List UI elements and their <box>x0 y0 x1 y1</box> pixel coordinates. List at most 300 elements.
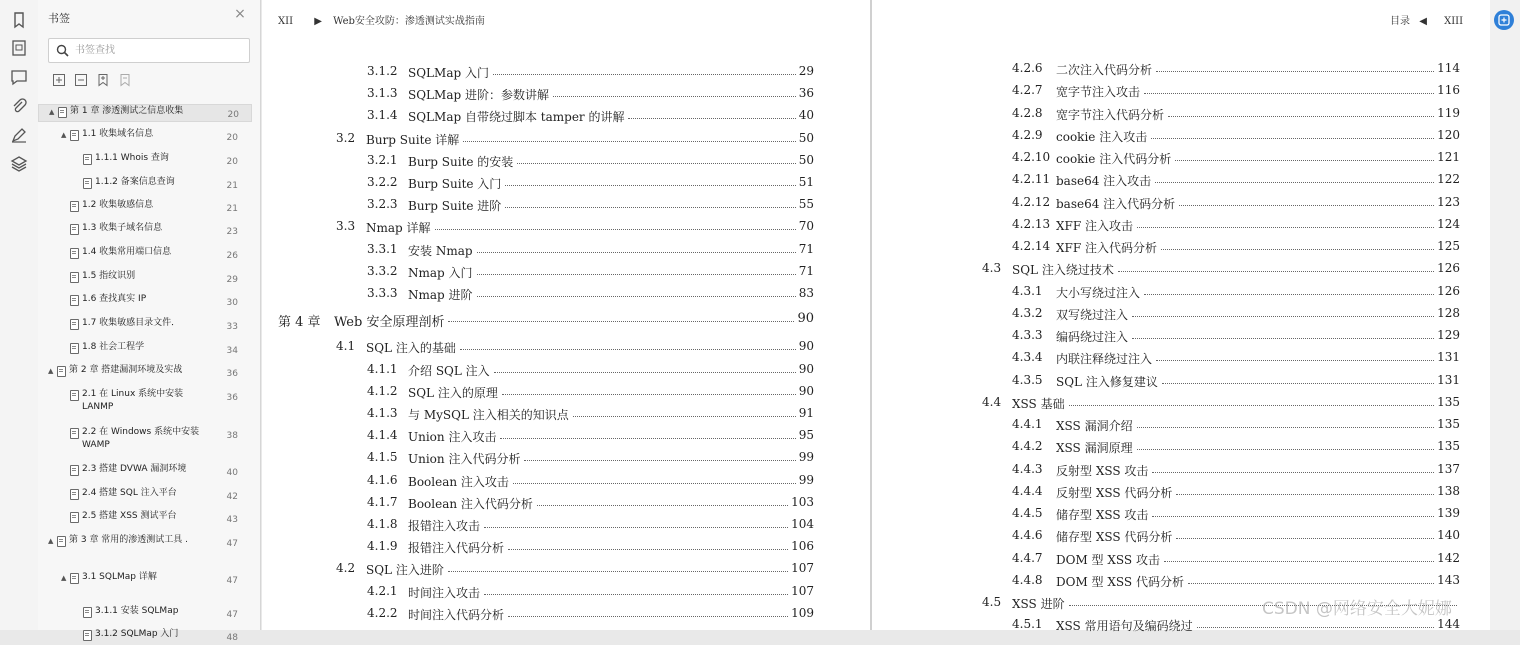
toc-entry[interactable] <box>982 395 1460 411</box>
toc-number: 4.3.2 <box>1012 305 1043 320</box>
toc-number: 4.1.5 <box>367 450 398 465</box>
bookmark-page-number: 36 <box>226 369 238 379</box>
toc-leader <box>1144 294 1434 295</box>
toc-entry[interactable] <box>367 495 814 511</box>
toc-title: Union 注入代码分析 <box>408 452 521 467</box>
toc-entry[interactable] <box>367 473 814 489</box>
toc-page: 103 <box>791 494 814 509</box>
bookmark-label: 2.1 在 Linux 系统中安装 LANMP <box>82 389 184 412</box>
toc-entry[interactable] <box>1012 239 1460 255</box>
toc-leader <box>1069 405 1434 406</box>
toc-entry[interactable] <box>982 261 1460 277</box>
toc-page: 144 <box>1437 617 1460 632</box>
toc-leader <box>628 118 796 119</box>
bookmark-label: 1.4 收集常用端口信息 <box>82 247 172 257</box>
section-label: 目录 <box>1390 16 1410 27</box>
toc-entry[interactable] <box>367 428 814 444</box>
bookmark-page-icon <box>70 512 79 523</box>
bookmark-page-icon <box>70 428 79 439</box>
attachment-icon[interactable] <box>9 96 29 116</box>
toc-entry[interactable] <box>1012 306 1460 322</box>
chevron-down-icon[interactable]: ▲ <box>49 108 55 116</box>
chevron-down-icon[interactable]: ▲ <box>61 131 67 139</box>
bookmark-page-icon <box>58 107 67 118</box>
toc-page: 90 <box>797 311 814 327</box>
toc-entry[interactable] <box>278 311 814 331</box>
panel-title: 书签 <box>48 12 70 25</box>
bookmark-item[interactable] <box>38 571 250 587</box>
toc-number: 4.1.8 <box>367 517 398 531</box>
bookmark-item[interactable] <box>38 463 250 479</box>
toc-leader <box>448 571 788 572</box>
toc-page: 107 <box>791 561 814 576</box>
toc-number: 4.2.1 <box>367 583 398 598</box>
bookmark-page-icon <box>57 536 66 547</box>
toc-title: 大小写绕过注入 <box>1056 285 1141 300</box>
toc-page: 131 <box>1437 372 1460 387</box>
toc-entry[interactable] <box>1012 439 1460 455</box>
bookmark-page-number: 43 <box>226 515 238 525</box>
toc-title: 时间注入代码分析 <box>408 607 505 622</box>
bookmark-label: 1.1.1 Whois 查询 <box>95 153 169 163</box>
toc-entry[interactable] <box>367 539 814 555</box>
bookmark-item[interactable] <box>38 199 250 215</box>
bookmark-item[interactable] <box>38 605 250 621</box>
bookmark-page-number: 20 <box>226 157 238 167</box>
toc-title: Boolean 注入代码分析 <box>408 496 533 511</box>
toc-page: 124 <box>1437 216 1460 231</box>
header-arrow-icon: ▶ <box>314 16 322 27</box>
toc-entry[interactable] <box>1012 528 1460 544</box>
left-page-header <box>278 12 485 27</box>
header-arrow-left-icon: ◀ <box>1419 16 1427 27</box>
toc-entry[interactable] <box>1012 284 1460 300</box>
toc-leader <box>1156 360 1434 361</box>
bookmark-icon[interactable] <box>9 10 29 30</box>
toc-title: Nmap 入门 <box>408 265 473 280</box>
toc-page: 129 <box>1437 328 1460 342</box>
toc-leader <box>1175 160 1434 161</box>
bookmark-page-icon <box>83 607 92 618</box>
toc-page: 139 <box>1437 506 1460 520</box>
toc-number: 4.4.1 <box>1012 417 1043 431</box>
bookmark-item[interactable] <box>38 104 252 122</box>
bookmark-page-number: 29 <box>226 275 238 285</box>
toc-number: 4.2.11 <box>1012 172 1051 187</box>
toc-title: XFF 注入代码分析 <box>1056 241 1158 255</box>
toc-entry[interactable] <box>367 242 814 258</box>
watermark: CSDN @网络安全大妮娜 <box>1262 599 1452 619</box>
toc-number: 4.3.4 <box>1012 350 1043 365</box>
toc-page: 71 <box>798 263 814 278</box>
toc-leader <box>1132 316 1434 317</box>
toc-number: 3.2.1 <box>367 152 398 167</box>
toc-number: 3.1.3 <box>367 86 398 101</box>
search-icon <box>56 44 69 57</box>
bookmark-item[interactable] <box>38 222 250 238</box>
toc-title: SQLMap 自带绕过脚本 tamper 的讲解 <box>408 110 625 125</box>
toc-page: 50 <box>798 130 814 145</box>
toc-page: 50 <box>798 152 814 167</box>
toc-title: 储存型 XSS 代码分析 <box>1056 530 1173 545</box>
toc-leader <box>1156 71 1434 72</box>
bookmark-page-number: 36 <box>226 393 238 403</box>
toc-page: 131 <box>1437 350 1460 365</box>
toc-page: 109 <box>791 605 814 620</box>
bookmark-page-icon <box>70 465 79 476</box>
signature-icon[interactable] <box>9 125 29 145</box>
bookmark-page-icon <box>70 272 79 283</box>
toc-entry[interactable] <box>1012 417 1460 433</box>
toc-number: 4.1.7 <box>367 494 398 509</box>
toc-number: 4.1.2 <box>367 383 398 398</box>
toc-page: 104 <box>791 517 814 531</box>
chevron-down-icon[interactable]: ▲ <box>61 574 67 582</box>
toc-entry[interactable] <box>367 384 814 400</box>
bookmark-page-number: 38 <box>226 431 238 441</box>
toc-number: 4.5 <box>982 595 1002 609</box>
toc-leader <box>1168 116 1434 117</box>
toc-title: Burp Suite 入门 <box>408 177 502 191</box>
bookmark-label: 1.8 社会工程学 <box>82 342 145 352</box>
toc-number: 4.2.10 <box>1012 150 1051 164</box>
toc-entry[interactable] <box>367 362 814 378</box>
bookmark-label: 1.6 查找真实 IP <box>82 294 147 304</box>
toc-number: 4.4.2 <box>1012 439 1043 454</box>
bookmark-label: 3.1.1 安装 SQLMap <box>95 606 179 616</box>
thumbnail-icon[interactable] <box>9 38 29 58</box>
toc-page: 114 <box>1437 61 1460 75</box>
toc-entry[interactable] <box>367 86 814 102</box>
bookmark-label: 3.1 SQLMap 详解 <box>82 572 157 582</box>
chevron-down-icon[interactable]: ▲ <box>48 537 54 545</box>
tool-strip <box>0 0 39 630</box>
toc-number: 4.2.12 <box>1012 194 1051 209</box>
toc-title: 二次注入代码分析 <box>1056 63 1153 77</box>
bookmark-page-icon <box>70 248 79 259</box>
bookmark-page-number: 20 <box>226 133 238 143</box>
toc-title: Nmap 详解 <box>366 221 431 236</box>
toc-number: 4.4.4 <box>1012 483 1043 498</box>
toc-leader <box>505 185 796 186</box>
bookmark-page-icon <box>70 573 79 584</box>
toc-title: SQL 注入的原理 <box>408 385 498 400</box>
toc-leader <box>502 394 796 395</box>
toc-number: 4.4.3 <box>1012 461 1043 476</box>
toc-entry[interactable] <box>1012 150 1460 166</box>
toc-entry[interactable] <box>367 517 814 533</box>
toc-title: Burp Suite 进阶 <box>408 199 502 214</box>
left-page <box>262 0 870 630</box>
toc-number: 4.4.7 <box>1012 550 1043 565</box>
bookmark-page-icon <box>70 319 79 330</box>
bookmark-item[interactable] <box>38 128 250 144</box>
toc-entry[interactable] <box>1012 83 1460 99</box>
toc-number: 4.2 <box>336 561 356 576</box>
toc-entry[interactable] <box>1012 484 1460 500</box>
bookmark-item[interactable] <box>38 176 250 192</box>
toc-entry[interactable] <box>1012 573 1460 589</box>
toc-leader <box>484 594 788 595</box>
toc-title: 报错注入攻击 <box>408 519 481 533</box>
toc-number: 3.1.4 <box>367 108 398 123</box>
bookmark-page-number: 47 <box>226 610 238 620</box>
toc-number: 4.2.14 <box>1012 239 1051 253</box>
toc-title: XSS 常用语句及编码绕过 <box>1056 619 1193 634</box>
bookmark-item[interactable] <box>38 388 250 416</box>
toc-number: 3.3.3 <box>367 286 398 300</box>
comment-icon[interactable] <box>9 67 29 87</box>
toc-page: 51 <box>798 175 814 189</box>
toc-leader <box>1176 538 1434 539</box>
bookmark-label: 第 2 章 搭建漏洞环境及实战 <box>69 365 183 375</box>
bookmark-item[interactable] <box>38 152 250 168</box>
toc-leader <box>1162 383 1434 384</box>
toc-page: 140 <box>1437 528 1460 543</box>
toc-leader <box>537 505 788 506</box>
left-page-number: XII <box>278 16 294 27</box>
bookmark-page-icon <box>70 201 79 212</box>
bookmark-item[interactable] <box>38 341 250 357</box>
toc-page: 83 <box>798 286 814 300</box>
toc-number: 3.3.1 <box>367 241 398 256</box>
toc-leader <box>508 549 788 550</box>
toc-title: Boolean 注入攻击 <box>408 474 509 489</box>
chevron-down-icon[interactable]: ▲ <box>48 367 54 375</box>
toc-leader <box>524 460 796 461</box>
bookmark-page-icon <box>70 390 79 401</box>
toc-number: 4.4 <box>982 394 1002 409</box>
toc-title: cookie 注入代码分析 <box>1056 152 1172 166</box>
toc-entry[interactable] <box>336 561 814 577</box>
toc-leader <box>573 416 796 417</box>
toc-entry[interactable] <box>1012 195 1460 211</box>
toc-title: DOM 型 XSS 代码分析 <box>1056 574 1184 589</box>
toc-title: 编码绕过注入 <box>1056 330 1129 344</box>
toc-leader <box>505 207 796 208</box>
bookmark-item[interactable] <box>38 628 250 644</box>
toc-number: 3.3.2 <box>367 263 398 278</box>
toc-entry[interactable] <box>1012 217 1460 233</box>
toc-title: base64 注入攻击 <box>1056 174 1152 189</box>
toc-leader <box>448 321 794 322</box>
toc-number: 4.3.5 <box>1012 372 1043 387</box>
bookmark-label: 1.3 收集子域名信息 <box>82 223 163 233</box>
toc-title: XSS 进阶 <box>1012 597 1065 611</box>
toc-title: SQLMap 进阶：参数讲解 <box>408 88 549 103</box>
toc-number: 4.2.2 <box>367 605 398 620</box>
toc-title: 宽字节注入代码分析 <box>1056 107 1165 122</box>
bookmark-page-number: 48 <box>226 633 238 643</box>
toc-entry[interactable] <box>367 264 814 280</box>
toc-entry[interactable] <box>367 108 814 124</box>
toc-title: XFF 注入攻击 <box>1056 218 1134 233</box>
bookmark-page-icon <box>83 154 92 165</box>
toc-page: 91 <box>798 406 814 420</box>
bookmark-page-number: 33 <box>226 322 238 332</box>
toc-number: 4.5.1 <box>1012 617 1043 632</box>
toc-page: 138 <box>1437 483 1460 498</box>
toc-entry[interactable] <box>1012 328 1460 344</box>
toc-page: 123 <box>1437 194 1460 209</box>
bookmark-item[interactable] <box>38 510 250 526</box>
bookmark-search-box[interactable] <box>48 38 250 63</box>
right-page <box>872 0 1490 634</box>
bookmark-label: 1.2 收集敏感信息 <box>82 200 154 210</box>
bookmark-page-number: 20 <box>227 110 239 120</box>
toc-entry[interactable] <box>367 64 814 80</box>
toc-leader <box>1137 227 1434 228</box>
toc-page: 122 <box>1437 172 1460 187</box>
toc-leader <box>1161 249 1434 250</box>
bookmark-item[interactable] <box>38 364 250 380</box>
toc-page: 55 <box>798 197 814 212</box>
toc-title: DOM 型 XSS 攻击 <box>1056 552 1160 567</box>
toc-number: 3.2 <box>336 130 356 145</box>
toc-entry[interactable] <box>1012 128 1460 144</box>
close-icon[interactable]: × <box>234 6 246 22</box>
toc-page: 90 <box>798 339 814 354</box>
toc-number: 4.4.5 <box>1012 506 1043 520</box>
toc-entry[interactable] <box>1012 106 1460 122</box>
toc-number: 4.1.3 <box>367 406 398 420</box>
toc-number: 4.1.4 <box>367 428 398 443</box>
toc-page: 143 <box>1437 572 1460 587</box>
toc-leader <box>477 252 796 253</box>
bookmark-item[interactable] <box>38 534 250 562</box>
bookmark-page-number: 21 <box>226 181 238 191</box>
toc-entry[interactable] <box>1012 373 1460 389</box>
toc-page: 135 <box>1437 394 1460 409</box>
toc-page: 36 <box>798 86 814 101</box>
right-edge <box>1490 0 1520 630</box>
toc-leader <box>1152 472 1434 473</box>
bookmark-page-number: 40 <box>226 468 238 478</box>
bookmark-item[interactable] <box>38 246 250 262</box>
toc-number: 4.2.7 <box>1012 83 1043 98</box>
toc-entry[interactable] <box>336 339 814 355</box>
bookmark-page-number: 47 <box>226 576 238 586</box>
toc-title: Burp Suite 的安装 <box>408 154 514 169</box>
toc-number: 4.4.8 <box>1012 572 1043 587</box>
bookmark-page-icon <box>70 343 79 354</box>
toc-entry[interactable] <box>367 406 814 422</box>
bookmark-page-icon <box>70 130 79 141</box>
toc-title: Union 注入攻击 <box>408 430 497 445</box>
toc-title: 储存型 XSS 攻击 <box>1056 508 1149 522</box>
layers-icon[interactable] <box>9 154 29 174</box>
toc-number: 4.1.9 <box>367 539 398 554</box>
bookmark-label: 1.7 收集敏感目录文件． <box>82 318 181 328</box>
toc-leader <box>553 96 796 97</box>
toc-leader <box>477 274 796 275</box>
toc-entry[interactable] <box>336 219 814 235</box>
toc-page: 70 <box>798 219 814 234</box>
bookmark-item[interactable] <box>38 426 250 454</box>
bookmark-label: 第 3 章 常用的渗透测试工具 . <box>69 535 189 545</box>
toc-entry[interactable] <box>1012 617 1460 633</box>
toc-leader <box>508 616 788 617</box>
toc-page: 116 <box>1437 83 1460 98</box>
toc-number: 4.1 <box>336 339 356 354</box>
toc-page: 126 <box>1437 283 1460 298</box>
bookmark-page-number: 34 <box>226 346 238 356</box>
book-title: Web安全攻防：渗透测试实战指南 <box>333 16 485 27</box>
toc-page: 121 <box>1437 150 1460 164</box>
toc-page: 120 <box>1437 127 1460 142</box>
toc-entry[interactable] <box>1012 172 1460 188</box>
toc-number: 3.2.2 <box>367 175 398 189</box>
bookmark-page-number: 30 <box>226 298 238 308</box>
toc-title: SQL 注入修复建议 <box>1056 374 1158 389</box>
toc-entry[interactable] <box>1012 462 1460 478</box>
toc-entry[interactable] <box>1012 551 1460 567</box>
bookmark-page-number: 42 <box>226 492 238 502</box>
toc-leader <box>1144 93 1434 94</box>
toc-entry[interactable] <box>367 606 814 622</box>
toc-entry[interactable] <box>336 131 814 147</box>
toc-entry[interactable] <box>367 286 814 302</box>
add-bookmark-icon[interactable] <box>96 73 110 87</box>
toc-leader <box>1179 205 1434 206</box>
toc-page: 106 <box>791 539 814 554</box>
expand-all-icon[interactable] <box>52 73 66 87</box>
toc-number: 3.2.3 <box>367 197 398 212</box>
toc-leader <box>1155 182 1434 183</box>
toc-page: 107 <box>791 583 814 598</box>
toc-leader <box>1152 516 1434 517</box>
toc-leader <box>513 483 796 484</box>
toc-number: 4.1.1 <box>367 361 398 376</box>
toc-title: Burp Suite 详解 <box>366 132 460 147</box>
toc-entry[interactable] <box>367 197 814 213</box>
delete-bookmark-icon[interactable] <box>118 73 132 87</box>
right-page-header <box>1390 12 1463 27</box>
toc-leader <box>1188 583 1434 584</box>
toc-entry[interactable] <box>367 450 814 466</box>
right-page-number: XIII <box>1444 16 1464 27</box>
toc-leader <box>460 349 796 350</box>
toc-page: 126 <box>1437 261 1460 276</box>
app-badge-icon[interactable] <box>1494 10 1514 30</box>
toc-entry[interactable] <box>1012 61 1460 77</box>
bookmark-item[interactable] <box>38 317 250 333</box>
bookmark-page-icon <box>83 630 92 641</box>
bookmark-page-icon <box>70 489 79 500</box>
toc-entry[interactable] <box>367 584 814 600</box>
toc-leader <box>477 296 796 297</box>
toc-entry[interactable] <box>367 153 814 169</box>
toc-title: SQL 注入绕过技术 <box>1012 263 1114 278</box>
bookmark-page-icon <box>83 178 92 189</box>
collapse-all-icon[interactable] <box>74 73 88 87</box>
toc-entry[interactable] <box>367 175 814 191</box>
toc-title: XSS 漏洞原理 <box>1056 441 1133 456</box>
bookmark-search-input[interactable] <box>75 42 243 58</box>
bookmark-item[interactable] <box>38 487 250 503</box>
toc-entry[interactable] <box>1012 350 1460 366</box>
bookmark-item[interactable] <box>38 270 250 286</box>
toc-page: 40 <box>798 108 814 123</box>
bookmark-item[interactable] <box>38 293 250 309</box>
toc-leader <box>1132 338 1434 339</box>
toc-entry[interactable] <box>1012 506 1460 522</box>
bookmark-page-number: 23 <box>226 227 238 237</box>
bookmark-label: 1.1 收集域名信息 <box>82 129 154 139</box>
toc-page: 119 <box>1437 105 1460 120</box>
toc-title: 与 MySQL 注入相关的知识点 <box>408 408 569 422</box>
toc-number: 4.3 <box>982 261 1002 276</box>
